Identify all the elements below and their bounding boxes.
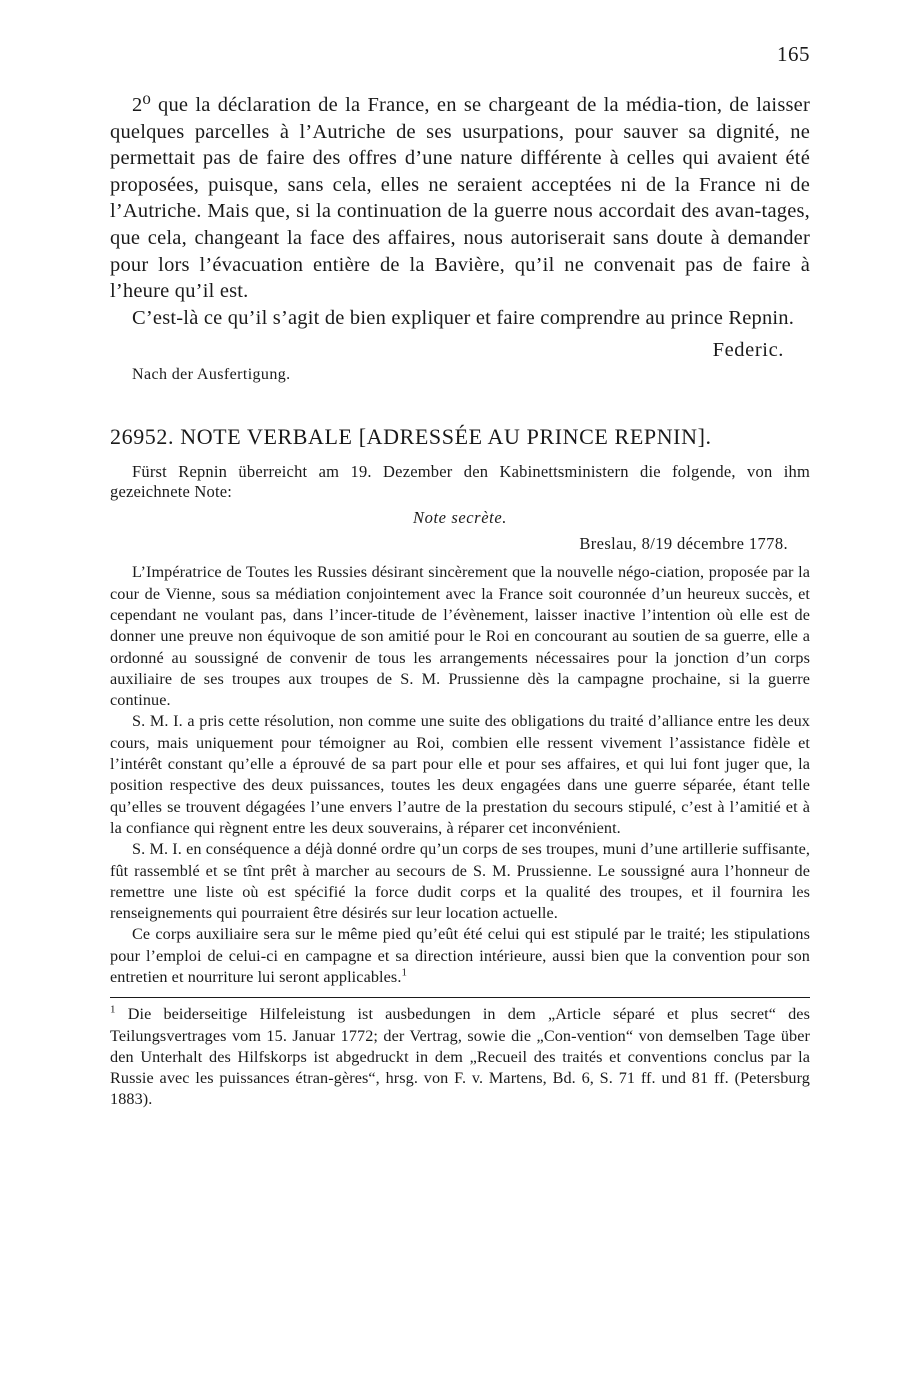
letter-paragraph-2: C’est-là ce qu’il s’agit de bien expliquer et faire comprendre au prince Repnin. xyxy=(132,306,795,329)
main-text-column xyxy=(110,92,810,1111)
note-paragraph-1: L’Impératrice de Toutes les Russies désirant sincèrement que la nouvelle négo-ciation, proposée par la cour de Vienne, sous sa médiation conjointement avec la France soit couronnée d’un heureux succès, et cependant ne voulant pas, dans l’incer-titude de l’évènement, laisser inactive l’intention où elle est de donner une preuve non équivoque de son amitié pour le Roi en concourant au soutien de sa guerre, elle a ordonné au soussigné de convenir de tous les arrangements nécessaires pour la jonction d’un corps auxiliaire de ses troupes aux troupes de S. M. Prussienne dès la campagne prochaine, si la guerre continue. xyxy=(110,563,810,710)
footnote-reference[interactable]: 1 xyxy=(401,966,408,979)
note-title: Note secrète. xyxy=(413,508,507,528)
source-note: Nach der Ausfertigung. xyxy=(132,366,291,384)
letter-signature: Federic. xyxy=(712,339,784,362)
note-paragraph-2: S. M. I. a pris cette résolution, non comme une suite des obligations du traité d’alliance entre les deux cours, mais uniquement pour témoigner au Roi, combien elle ressent vivement l’assistance fidèle et l’intérêt constant qu’elle a éprouvé de sa part pour elle et pour ses affaires, et qui lui font juger que, la position respective des deux puissances, toutes les deux engagées dans une guerre séparée, étant telle qu’elles se trouvent dégagées l’une envers l’autre de la prestation du secours stipulé, c’est à l’amitié et à la confiance qui règnent entre les deux souverains, à réparer cet inconvénient. xyxy=(110,712,810,837)
note-paragraph-4 xyxy=(110,924,810,988)
note-paragraph-3: S. M. I. en conséquence a déjà donné ordre qu’un corps de ses troupes, muni d’une artillerie suffisante, fût rassemblé et se tînt prêt à marcher au secours de S. M. Prussienne. Le soussigné aura l’honneur de remettre une liste où est spécifié la force dudit corps et la qualité des troupes, et il fournira les renseignements qui pourraient être désirés sur leur location actuelle. xyxy=(110,840,810,923)
letter-paragraph-1: 2⁰ que la déclaration de la France, en se chargeant de la média-tion, de laisser quelques parcelles à l’Autriche de ses usurpations, pour sauver sa dignité, ne permettait pas de faire des offres d’une nature différente à celles qui avaient été proposées, puisque, sans cela, elles ne seraient acceptées ni de la France ni de l’Autriche. Mais que, si la continuation de la guerre nous accordait des avan-tages, que cela, changeant la face des affaires, nous autoriserait sans doute à demander pour lors l’évacuation entière de la Bavière, qu’il ne convenait pas de faire à l’heure qu’il est. xyxy=(110,94,810,303)
page-number: 165 xyxy=(777,42,810,66)
footnote-text: Die beiderseitige Hilfeleistung ist ausbedungen in dem „Article séparé et plus secret“ des Teilungsvertrages vom 15. Januar 1772; der Vertrag, sowie die „Con-vention“ von demselben Tage über den Unterhalt des Hilfskorps ist abgedruckt in dem „Recueil des traités et conventions conclus par la Russie avec les puissances étran-gères“, hrsg. von F. v. Martens, Bd. 6, S. 71 ff. und 81 ff. (Petersburg 1883). xyxy=(110,1005,810,1109)
document-heading: 26952. NOTE VERBALE [ADRESSÉE AU PRINCE REPNIN]. xyxy=(110,424,712,450)
footnote-marker: 1 xyxy=(110,1003,116,1016)
footnote-divider xyxy=(110,997,810,998)
note-dateline: Breslau, 8/19 décembre 1778. xyxy=(579,534,788,554)
footnote xyxy=(110,1004,810,1110)
note-paragraph-4-text: Ce corps auxiliaire sera sur le même pied qu’eût été celui qui est stipulé par le traité; les stipulations pour l’emploi de celui-ci en campagne et sa direction intérieure, aussi bien que la convention pour son entretien et nourriture lui seront applicables. xyxy=(110,925,810,986)
document-intro: Fürst Repnin überreicht am 19. Dezember den Kabinettsministern die folgende, von ihm gezeichnete Note: xyxy=(110,462,810,502)
